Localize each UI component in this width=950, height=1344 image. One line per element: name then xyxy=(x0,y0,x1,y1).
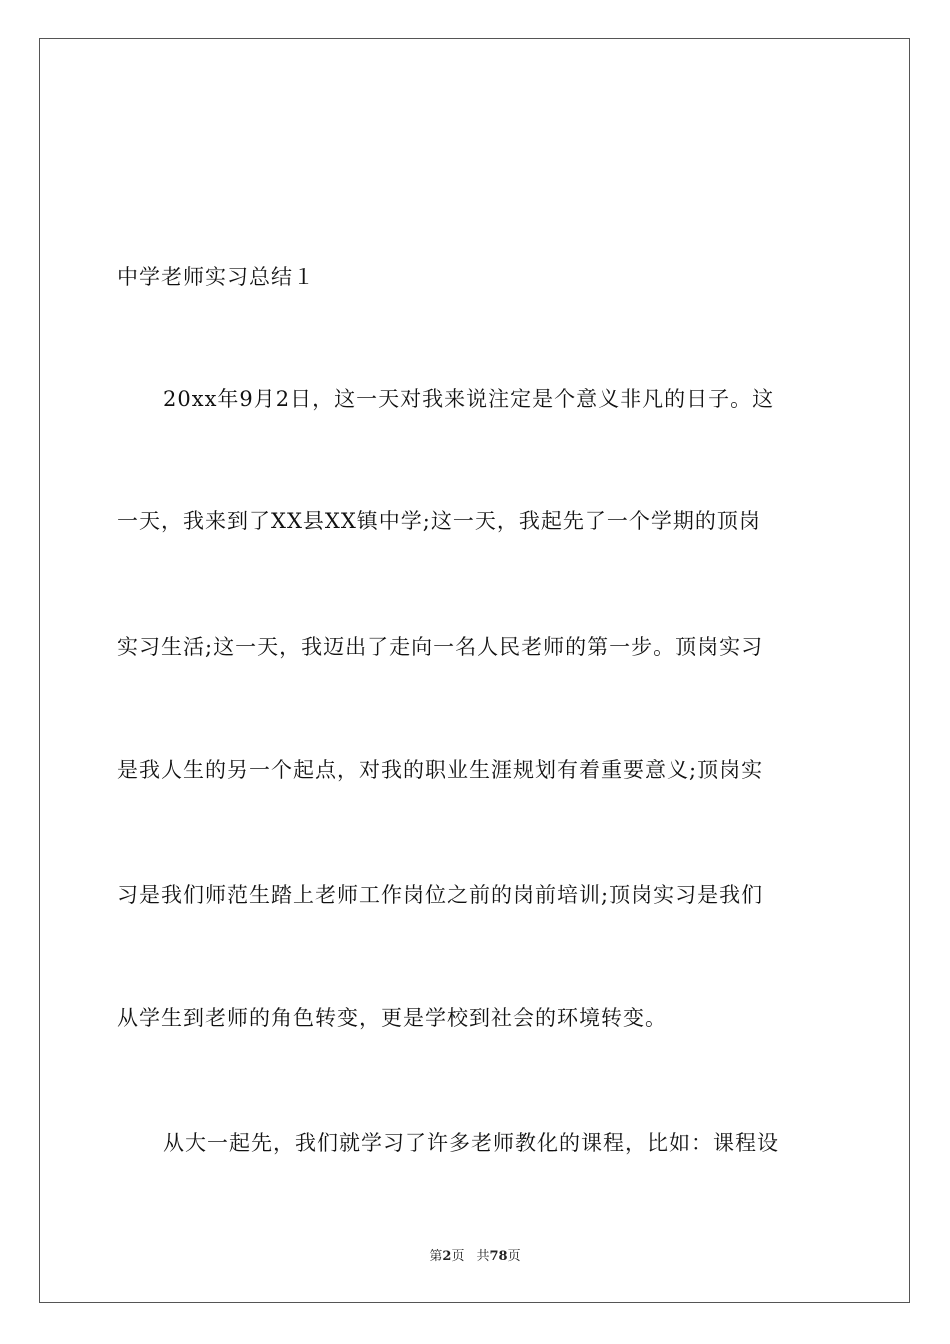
page-number: 2 xyxy=(442,1249,452,1264)
page-prefix: 第 xyxy=(429,1249,443,1264)
total-pages: 78 xyxy=(489,1249,508,1264)
paragraph-1-line-5: 习是我们师范生踏上老师工作岗位之前的岗前培训;顶岗实习是我们 xyxy=(117,883,764,907)
paragraph-1-line-3: 实习生活;这一天，我迈出了走向一名人民老师的第一步。顶岗实习 xyxy=(117,635,764,659)
total-suffix: 页 xyxy=(507,1249,521,1264)
document-title: 中学老师实习总结１ xyxy=(117,265,315,289)
page-footer xyxy=(0,1248,950,1266)
page-border xyxy=(39,38,910,1303)
page-suffix: 页 xyxy=(451,1249,465,1264)
total-prefix: 共 xyxy=(476,1249,490,1264)
paragraph-1-line-2: 一天，我来到了XX县XX镇中学;这一天，我起先了一个学期的顶岗 xyxy=(117,509,761,533)
paragraph-1-line-6: 从学生到老师的角色转变，更是学校到社会的环境转变。 xyxy=(117,1006,667,1030)
paragraph-1-line-1: 20xx年9月2日，这一天对我来说注定是个意义非凡的日子。这 xyxy=(163,387,775,411)
paragraph-2-line-1: 从大一起先，我们就学习了许多老师教化的课程，比如：课程设 xyxy=(163,1131,779,1155)
paragraph-1-line-4: 是我人生的另一个起点，对我的职业生涯规划有着重要意义;顶岗实 xyxy=(117,758,764,782)
